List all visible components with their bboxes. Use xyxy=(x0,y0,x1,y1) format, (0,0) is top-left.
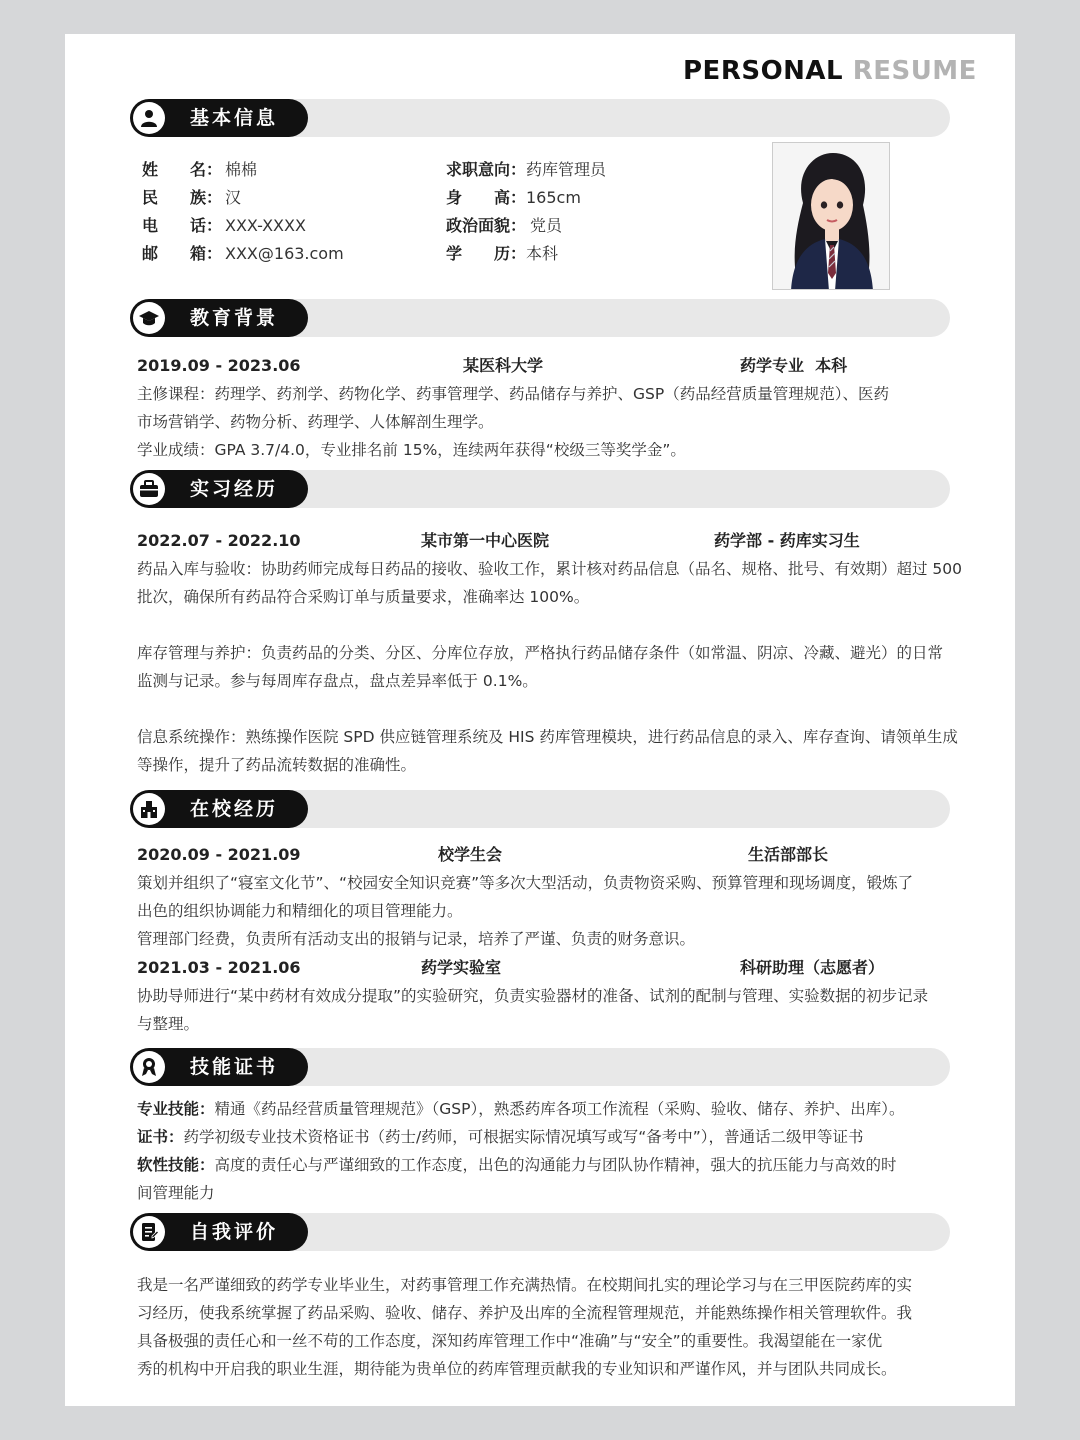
section-self-label xyxy=(130,1213,308,1251)
self-eval-text: 我是一名严谨细致的药学专业毕业生，对药事管理工作充满热情。在校期间扎实的理论学习与在三甲医院药库的实 习经历，使我系统掌握了药品采购、验收、储存、养护及出库的全流程管理规范，并能熟练操作相关管理软件。我 具备极强的责任心和一丝不苟的工作态度，深知药库管理工作中“准确”与“安全”的重要性。我渴望能在一家优 秀的机构中开启我的职业生涯，期待能为贵单位的药库管理贡献我的专业知识和严谨作风，并与团队共同成长。 xyxy=(137,1276,913,1378)
briefcase-icon xyxy=(133,473,165,505)
intern-para-2: 库存管理与养护：负责药品的分类、分区、分库位存放，严格执行药品储存条件（如常温、阴凉、冷藏、避光）的日常 监测与记录。参与每周库存盘点，盘点差异率低于 0.1%。 xyxy=(137,644,944,690)
campus-2-desc: 协助导师进行“某中药材有效成分提取”的实验研究，负责实验器材的准备、试剂的配制与管理、实验数据的初步记录 与整理。 xyxy=(137,987,929,1033)
section-basic-label xyxy=(130,99,308,137)
section-basic-title: 基本信息 xyxy=(190,107,279,129)
section-internship-title: 实习经历 xyxy=(190,478,279,500)
person-icon xyxy=(133,102,165,134)
section-education-label xyxy=(130,299,308,337)
section-internship-label xyxy=(130,470,308,508)
section-skills-bar xyxy=(130,1048,950,1086)
award-icon xyxy=(133,1051,165,1083)
campus-2-role: 科研助理（志愿者） xyxy=(740,958,885,977)
intern-para-1: 药品入库与验收：协助药师完成每日药品的接收、验收工作，累计核对药品信息（品名、规格、批号、有效期）超过 500 批次，确保所有药品符合采购订单与质量要求，准确率达 100%。 xyxy=(137,560,963,606)
intern-org: 某市第一中心医院 xyxy=(421,531,550,550)
section-education-bar xyxy=(130,299,950,337)
section-basic-bar xyxy=(130,99,950,137)
info-politics-value: 党员 xyxy=(530,216,563,235)
section-education-title: 教育背景 xyxy=(190,307,279,329)
edu-courses: 主修课程：药理学、药剂学、药物化学、药事管理学、药品储存与养护、GSP（药品经营质量管理规范）、医药 市场营销学、药物分析、药理学、人体解剖生理学。 学业成绩：GPA 3.7/4.0，专业排名前 15%，连续两年获得“校级三等奖学金”。 xyxy=(137,380,975,464)
intern-role: 药学部 - 药库实习生 xyxy=(714,531,860,550)
info-degree-value: 本科 xyxy=(526,244,559,263)
section-campus-title: 在校经历 xyxy=(190,798,279,820)
section-self-title: 自我评价 xyxy=(190,1221,279,1243)
section-campus-label xyxy=(130,790,308,828)
profile-photo xyxy=(772,142,890,290)
building-icon xyxy=(133,793,165,825)
info-phone-value: XXX-XXXX xyxy=(225,216,306,235)
header-word-personal: PERSONAL xyxy=(683,56,844,86)
edu-major: 药学专业 本科 xyxy=(740,356,848,375)
info-job-value: 药库管理员 xyxy=(526,160,607,179)
section-self-bar xyxy=(130,1213,950,1251)
section-campus-bar xyxy=(130,790,950,828)
edu-school: 某医科大学 xyxy=(463,356,544,375)
skills-list: 专业技能：精通《药品经营质量管理规范》（GSP），熟悉药库各项工作流程（采购、验收、储存、养护、出库）。 证书：药学初级专业技术资格证书（药士/药师，可根据实际情况填写或写“备考中”），普通话二级甲等证书 软性技能：高度的责任心与严谨细致的工作态度，出色的沟通能力与团队协作精神，强大的抗压能力与高效的时 间管理能力 xyxy=(137,1095,975,1207)
info-height-value: 165cm xyxy=(526,188,581,207)
info-nation-value: 汉 xyxy=(225,188,242,207)
skill-certificate: 证书：药学初级专业技术资格证书（药士/药师，可根据实际情况填写或写“备考中”），普通话二级甲等证书 xyxy=(137,1128,864,1146)
document-icon xyxy=(133,1216,165,1248)
section-skills-label xyxy=(130,1048,308,1086)
skill-professional: 专业技能：精通《药品经营质量管理规范》（GSP），熟悉药库各项工作流程（采购、验收、储存、养护、出库）。 xyxy=(137,1100,905,1118)
intern-date: 2022.07 - 2022.10 xyxy=(137,531,301,550)
campus-1-org: 校学生会 xyxy=(438,845,503,864)
campus-1-role: 生活部部长 xyxy=(748,845,829,864)
edu-date: 2019.09 - 2023.06 xyxy=(137,356,301,375)
edu-grades: 学业成绩：GPA 3.7/4.0，专业排名前 15%，连续两年获得“校级三等奖学金”。 xyxy=(137,441,686,459)
header-word-resume: RESUME xyxy=(852,56,977,86)
intern-para-3: 信息系统操作：熟练操作医院 SPD 供应链管理系统及 HIS 药库管理模块，进行药品信息的录入、库存查询、请领单生成 等操作，提升了药品流转数据的准确性。 xyxy=(137,728,958,774)
info-email-value: XXX@163.com xyxy=(225,244,344,263)
campus-1-desc: 策划并组织了“寝室文化节”、“校园安全知识竞赛”等多次大型活动，负责物资采购、预算管理和现场调度，锻炼了 出色的组织协调能力和精细化的项目管理能力。 管理部门经费，负责所有活动支出的报销与记录，培养了严谨、负责的财务意识。 xyxy=(137,874,914,948)
resume-header xyxy=(683,56,977,86)
campus-2-org: 药学实验室 xyxy=(421,958,502,977)
campus-1-date: 2020.09 - 2021.09 xyxy=(137,845,301,864)
section-skills-title: 技能证书 xyxy=(190,1056,279,1078)
section-internship-bar xyxy=(130,470,950,508)
graduation-cap-icon xyxy=(133,302,165,334)
info-name-value: 棉棉 xyxy=(225,160,258,179)
campus-2-date: 2021.03 - 2021.06 xyxy=(137,958,301,977)
skill-soft: 软性技能：高度的责任心与严谨细致的工作态度，出色的沟通能力与团队协作精神，强大的抗压能力与高效的时 xyxy=(137,1156,897,1174)
